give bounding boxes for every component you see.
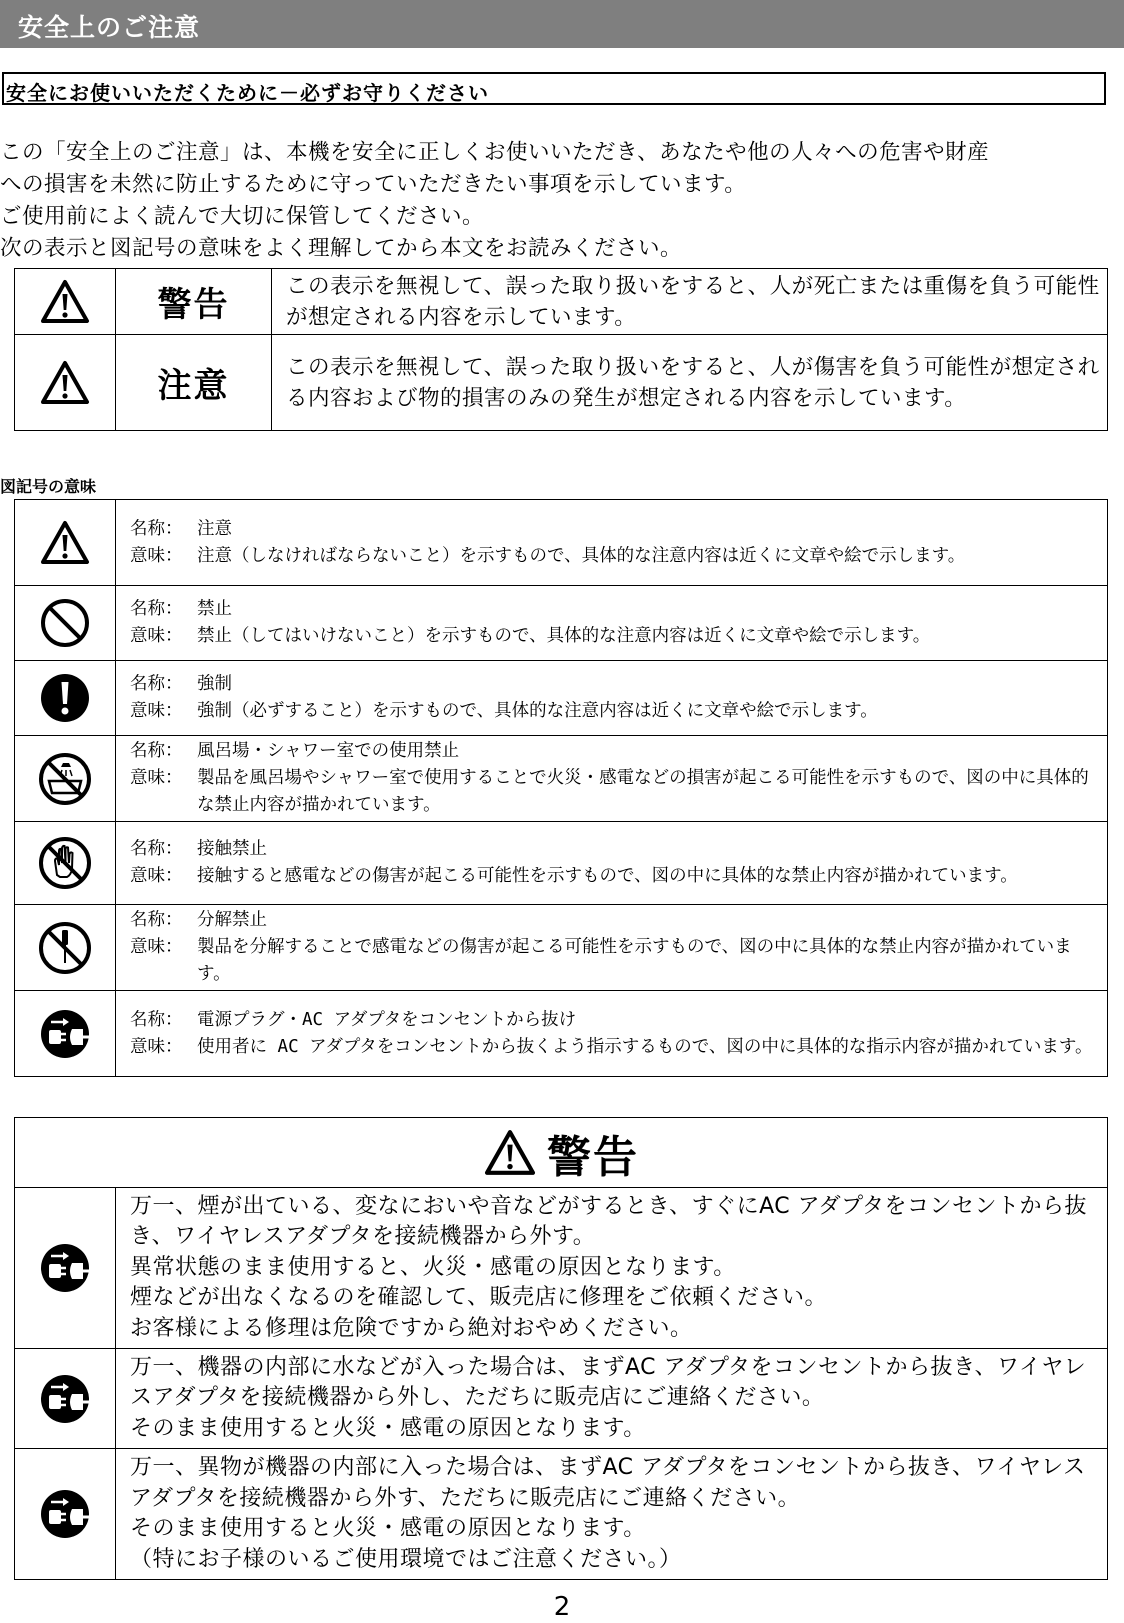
symbol-row — [15, 500, 1108, 586]
symbol-meaning-key: 意味： — [130, 701, 183, 721]
warning-triangle-icon — [40, 279, 90, 325]
no-disassembly-icon — [37, 920, 93, 976]
intro-line: この「安全上のご注意」は、本機を安全に正しくお使いいただき、あなたや他の人々への危害や財産 — [0, 140, 990, 165]
intro-line: への損害を未然に防止するために守っていただきたい事項を示しています。 — [0, 172, 747, 197]
legend-label-warning: 警告 — [116, 269, 272, 335]
intro-line: ご使用前によく読んで大切に保管してください。 — [0, 204, 485, 229]
warning-header-row — [15, 1118, 1108, 1188]
legend-row-warning — [15, 269, 1108, 335]
unplug-icon — [39, 1488, 91, 1540]
symbol-meaning: 使用者に AC アダプタをコンセントから抜くよう指示するもので、図の中に具体的な指示内容が描かれています。 — [197, 1036, 1093, 1057]
warning-item-row — [15, 1188, 1108, 1349]
symbol-name: 分解禁止 — [197, 910, 267, 930]
symbol-name-key: 名称： — [130, 910, 183, 930]
unplug-icon — [39, 1373, 91, 1425]
section-header — [0, 0, 1124, 48]
warning-line: （特にお子様のいるご使用環境ではご注意ください。） — [130, 1546, 682, 1572]
symbol-meaning-table — [14, 499, 1108, 1077]
symbol-meaning: 製品を風呂場やシャワー室で使用することで火災・感電などの損害が起こる可能性を示すもので、図の中に具体的な禁止内容が描かれています。 — [197, 768, 1089, 815]
symbol-meaning-key: 意味： — [130, 866, 183, 886]
no-touch-icon — [37, 835, 93, 891]
mandatory-icon — [39, 672, 91, 724]
prohibited-icon — [39, 597, 91, 649]
warning-title: 警告 — [547, 1131, 639, 1183]
symbol-name: 接触禁止 — [197, 839, 267, 859]
legend-label-caution: 注意 — [116, 335, 272, 431]
symbol-meaning: 注意（しなければならないこと）を示すもので、具体的な注意内容は近くに文章や絵で示します。 — [197, 545, 966, 566]
symbol-name: 強制 — [197, 674, 232, 694]
warning-table — [14, 1117, 1108, 1580]
unplug-icon — [39, 1242, 91, 1294]
legend-text-caution: この表示を無視して、誤った取り扱いをすると、人が傷害を負う可能性が想定される内容および物的損害のみの発生が想定される内容を示しています。 — [272, 335, 1108, 431]
warning-item-row — [15, 1349, 1108, 1449]
symbol-meaning-key: 意味： — [130, 545, 183, 566]
warning-line: 異常状態のまま使用すると、火災・感電の原因となります。 — [130, 1254, 736, 1280]
symbol-name-key: 名称： — [130, 741, 183, 761]
warning-triangle-icon — [483, 1129, 537, 1177]
warning-line: 万一、異物が機器の内部に入った場合は、まずAC アダプタをコンセントから抜き、ワイヤレスアダプタを接続機器から外す、ただちに販売店にご連絡ください。 — [130, 1455, 1086, 1511]
legend-icon-cell — [15, 269, 116, 335]
symbol-row — [15, 736, 1108, 822]
intro-paragraph — [0, 137, 1124, 265]
symbol-meaning: 禁止（してはいけないこと）を示すもので、具体的な注意内容は近くに文章や絵で示します。 — [197, 626, 931, 646]
warning-item-row — [15, 1449, 1108, 1580]
symbol-name-key: 名称： — [130, 518, 183, 539]
symbol-name: 注意 — [197, 518, 232, 539]
section-title: 安全上のご注意 — [18, 13, 201, 42]
symbol-name-key: 名称： — [130, 599, 183, 619]
no-bath-shower-icon — [37, 751, 93, 807]
symbol-meaning: 製品を分解することで感電などの傷害が起こる可能性を示すもので、図の中に具体的な禁止内容が描かれています。 — [197, 937, 1072, 984]
subtitle: 安全にお使いいただくために－必ずお守りください — [6, 81, 489, 105]
symbol-row — [15, 991, 1108, 1077]
page-number: 2 — [553, 1592, 571, 1622]
warning-line: 万一、煙が出ている、変なにおいや音などがするとき、すぐにAC アダプタをコンセントから抜き、ワイヤレスアダプタを接続機器から外す。 — [130, 1193, 1088, 1250]
symbol-meaning: 強制（必ずすること）を示すもので、具体的な注意内容は近くに文章や絵で示します。 — [197, 701, 878, 721]
symbol-name-key: 名称： — [130, 674, 183, 694]
symbol-name: 風呂場・シャワー室での使用禁止 — [197, 741, 460, 761]
symbol-name: 電源プラグ・AC アダプタをコンセントから抜け — [197, 1009, 577, 1030]
symbol-row — [15, 661, 1108, 736]
intro-line: 次の表示と図記号の意味をよく理解してから本文をお読みください。 — [0, 236, 683, 261]
symbol-row — [15, 905, 1108, 991]
symbol-name: 禁止 — [197, 599, 232, 619]
legend-icon-cell — [15, 335, 116, 431]
symbols-title: 図記号の意味 — [0, 477, 97, 496]
legend-row-caution — [15, 335, 1108, 431]
unplug-icon — [39, 1008, 91, 1060]
symbol-meaning-key: 意味： — [130, 1036, 183, 1057]
warning-line: そのまま使用すると火災・感電の原因となります。 — [130, 1415, 646, 1441]
symbol-meaning-key: 意味： — [130, 768, 183, 788]
symbol-row — [15, 822, 1108, 905]
symbol-meaning: 接触すると感電などの傷害が起こる可能性を示すもので、図の中に具体的な禁止内容が描かれています。 — [197, 866, 1018, 886]
signal-word-legend-table — [14, 268, 1108, 431]
symbol-meaning-key: 意味： — [130, 626, 183, 646]
warning-line: 万一、機器の内部に水などが入った場合は、まずAC アダプタをコンセントから抜き、ワイヤレスアダプタを接続機器から外し、ただちに販売店にご連絡ください。 — [130, 1354, 1087, 1411]
symbol-row — [15, 586, 1108, 661]
legend-text-warning: この表示を無視して、誤った取り扱いをすると、人が死亡または重傷を負う可能性が想定される内容を示しています。 — [272, 269, 1108, 335]
subtitle-box — [2, 72, 1106, 105]
symbol-meaning-key: 意味： — [130, 937, 183, 957]
warning-line: 煙などが出なくなるのを確認して、販売店に修理をご依頼ください。 — [130, 1285, 828, 1311]
warning-triangle-icon — [40, 360, 90, 406]
warning-line: そのまま使用すると火災・感電の原因となります。 — [130, 1516, 646, 1541]
warning-line: お客様による修理は危険ですから絶対おやめください。 — [130, 1315, 693, 1341]
symbol-name-key: 名称： — [130, 839, 183, 859]
caution-triangle-icon — [40, 520, 90, 566]
symbol-name-key: 名称： — [130, 1009, 183, 1030]
